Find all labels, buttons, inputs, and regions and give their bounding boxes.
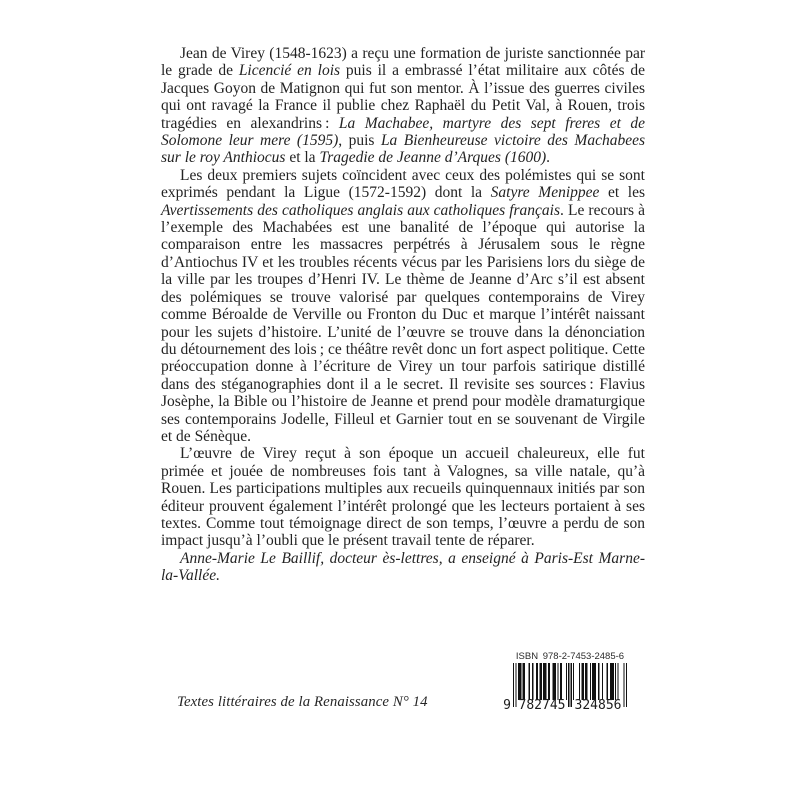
author-credit: Anne-Marie Le Baillif, docteur ès-lettres, a enseigné à Paris-Est Marne-la-Vallée. <box>161 549 645 585</box>
barcode-block <box>500 652 628 714</box>
blurb-paragraph-2: Les deux premiers sujets coïncident avec ceux des polémistes qui se sont exprimés pendant la Ligue (1572-1592) dont la Satyre Menippee et les Avertissements des catholiques anglais aux catholiques français. Le recours à l’exemple des Machabées est une banalité de l’époque qui autorise la comparaison entre les massacres perpétrés à Jérusalem sous le règne d’Antiochus IV et les troubles récents vécus par les Parisiens lors du siège de la ville par les troupes d’Henri IV. Le thème de Jeanne d’Arc s’il est absent des polémiques se trouve valorisé par quelques contemporains de Virey comme Béroalde de Verville ou Fronton du Duc et marque l’intérêt naissant pour les sujets d’histoire. L’unité de l’œuvre se trouve dans la dénonciation du détournement des lois ; ce théâtre revêt donc un fort aspect politique. Cette préoccupation donne à l’écriture de Virey un tour parfois satirique distillé dans des stéganographies dont il a le secret. Il revisite ses sources : Flavius Josèphe, la Bible ou l’histoire de Jeanne et prend pour modèle dramaturgique ses contemporains Jodelle, Filleul et Garnier tout en se souvenant de Virgile et de Sénèque. <box>161 166 645 445</box>
barcode-digits-right: 324856 <box>574 698 622 713</box>
collection-series-label: Textes littéraires de la Renaissance N° 14 <box>177 694 428 710</box>
blurb-paragraph-3: L’œuvre de Virey reçut à son époque un accueil chaleureux, elle fut primée et jouée de nombreuses fois tant à Valognes, sa ville natale, qu’à Rouen. Les participations multiples aux recueils quinquennaux initiés par son éditeur prouvent également l’intérêt prolongé que les lecteurs portaient à ses textes. Comme tout témoignage direct de son temps, l’œuvre a perdu de son impact jusqu’à l’oubli que le présent travail tente de réparer. <box>161 445 645 550</box>
blurb-text <box>161 45 645 585</box>
isbn-label: ISBN 978-2-7453-2485-6 <box>515 651 625 662</box>
barcode-digit-first: 9 <box>503 698 511 713</box>
blurb-paragraph-1: Jean de Virey (1548-1623) a reçu une formation de juriste sanctionnée par le grade de Licencié en lois puis il a embrassé l’état militaire aux côtés de Jacques Goyon de Matignon qui fut son mentor. À l’issue des guerres civiles qui ont ravagé la France il publie chez Raphaël du Petit Val, à Rouen, trois tragédies en alexandrins : La Machabee, martyre des sept freres et de Solomone leur mere (1595), puis La Bienheureuse victoire des Machabees sur le roy Anthiocus et la Tragedie de Jeanne d’Arques (1600). <box>161 45 645 167</box>
barcode-digits-left: 782745 <box>518 698 566 713</box>
